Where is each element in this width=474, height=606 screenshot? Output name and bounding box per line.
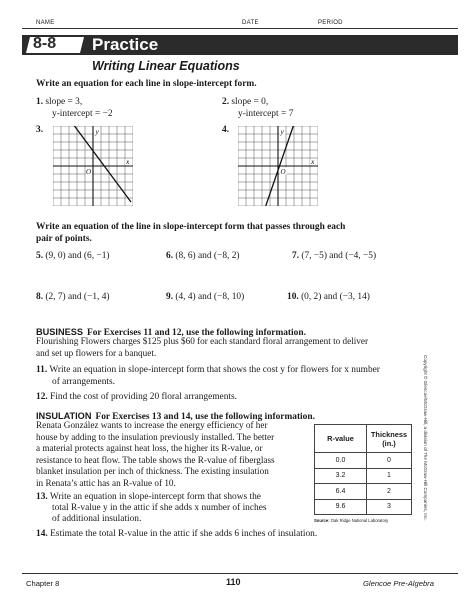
footer-book: Glencoe Pre-Algebra (363, 579, 434, 588)
table-header-r-value: R-value (315, 425, 367, 453)
footer-page-number: 110 (226, 577, 241, 587)
problem-14: 14. Estimate the total R-value in the attic if she adds 6 inches of insulation. (36, 529, 318, 539)
problem-13: 13. Write an equation in slope-intercept form that shows the (36, 492, 261, 502)
problem-3-number: 3. (36, 125, 44, 135)
problem-9: 9. (4, 4) and (−8, 10) (166, 292, 245, 302)
problem-4-number: 4. (222, 125, 230, 135)
r-value-table (314, 424, 412, 515)
problem-8: 8. (2, 7) and (−1, 4) (36, 292, 110, 302)
graph-3-line (73, 126, 131, 202)
table-row: 0.0 0 (315, 453, 412, 469)
problem-5: 5. (9, 0) and (6, −1) (36, 251, 110, 261)
insulation-instruction: For Exercises 13 and 14, use the following information. (95, 412, 315, 422)
graph-4-y-label: y (280, 127, 284, 136)
problem-2-number: 2. (222, 97, 230, 107)
problem-11: 11. Write an equation in slope-intercept form that shows the cost y for flowers for x number (36, 365, 380, 375)
part2-instruction-line2: pair of points. (36, 234, 92, 244)
business-instruction: For Exercises 11 and 12, use the following information. (86, 328, 306, 338)
name-line (22, 28, 458, 29)
problem-13-line2: total R-value y in the attic if she adds x number of inches (52, 503, 267, 513)
graph-3-x-label: x (126, 157, 130, 166)
period-label: PERIOD (318, 20, 343, 26)
problem-12: 12. Find the cost of providing 20 floral arrangements. (36, 392, 237, 402)
problem-10: 10. (0, 2) and (−3, 14) (287, 292, 370, 302)
graph-problem-4 (238, 126, 318, 206)
footer-line (22, 573, 458, 574)
table-row: 9.6 3 (315, 499, 412, 515)
table-row: 6.4 2 (315, 484, 412, 500)
problem-2-line1: slope = 0, (231, 97, 269, 107)
part2-instruction-line1: Write an equation of the line in slope-intercept form that passes through each (36, 222, 346, 232)
date-label: DATE (242, 20, 259, 26)
graph-3-origin-label: O (86, 168, 92, 176)
insulation-label: INSULATION (36, 411, 92, 421)
problem-2-line2: y-intercept = 7 (238, 109, 294, 119)
business-label: BUSINESS (36, 327, 83, 337)
problem-1-line2: y-intercept = −2 (52, 109, 113, 119)
table-header-thickness: Thickness (in.) (367, 425, 412, 453)
footer-chapter: Chapter 8 (26, 579, 60, 588)
business-paragraph-line2: and set up flowers for a banquet. (36, 348, 157, 358)
problem-1-number: 1. (36, 97, 44, 107)
problem-13-line3: of additional insulation. (52, 514, 142, 524)
problem-6: 6. (8, 6) and (−8, 2) (166, 251, 240, 261)
title-band (22, 35, 458, 55)
insulation-paragraph: Renata González wants to increase the energy efficiency of her house by adding to the insulation previously installed. The better a material protects against heat loss, the higher its R-value, or resistance to heat flow. The table shows the R-value of fiberglass blanket insulation per inch of thickness. The existing insulation in Renata’s attic has an R-value of 10. (36, 420, 275, 488)
problem-2 (222, 96, 268, 108)
table-source: Source: Oak Ridge National Laboratory (314, 518, 389, 523)
graph-problem-3 (53, 126, 133, 206)
table-row: 3.2 1 (315, 468, 412, 484)
page-subtitle: Writing Linear Equations (92, 59, 240, 73)
graph-4-origin-label: O (280, 168, 286, 176)
problem-7: 7. (7, −5) and (−4, −5) (292, 251, 377, 261)
graph-4-x-label: x (311, 157, 315, 166)
problem-1-line1: slope = 3, (45, 97, 83, 107)
problem-11-line2: of arrangements. (52, 377, 115, 387)
r-value-table-block (314, 424, 412, 523)
graph-3-y-label: y (95, 127, 99, 136)
name-label: NAME (36, 20, 55, 26)
problem-1 (36, 96, 82, 108)
part1-instruction: Write an equation for each line in slope-intercept form. (36, 79, 257, 89)
page-title: Practice (92, 35, 159, 54)
lesson-number: 8-8 (33, 35, 57, 52)
side-copyright: Copyright © Glencoe/McGraw-Hill, a division of The McGraw-Hill Companies, Inc. (423, 355, 428, 521)
business-paragraph-line1: Flourishing Flowers charges $125 plus $60 for each standard floral arrangement to deliver (36, 336, 369, 346)
